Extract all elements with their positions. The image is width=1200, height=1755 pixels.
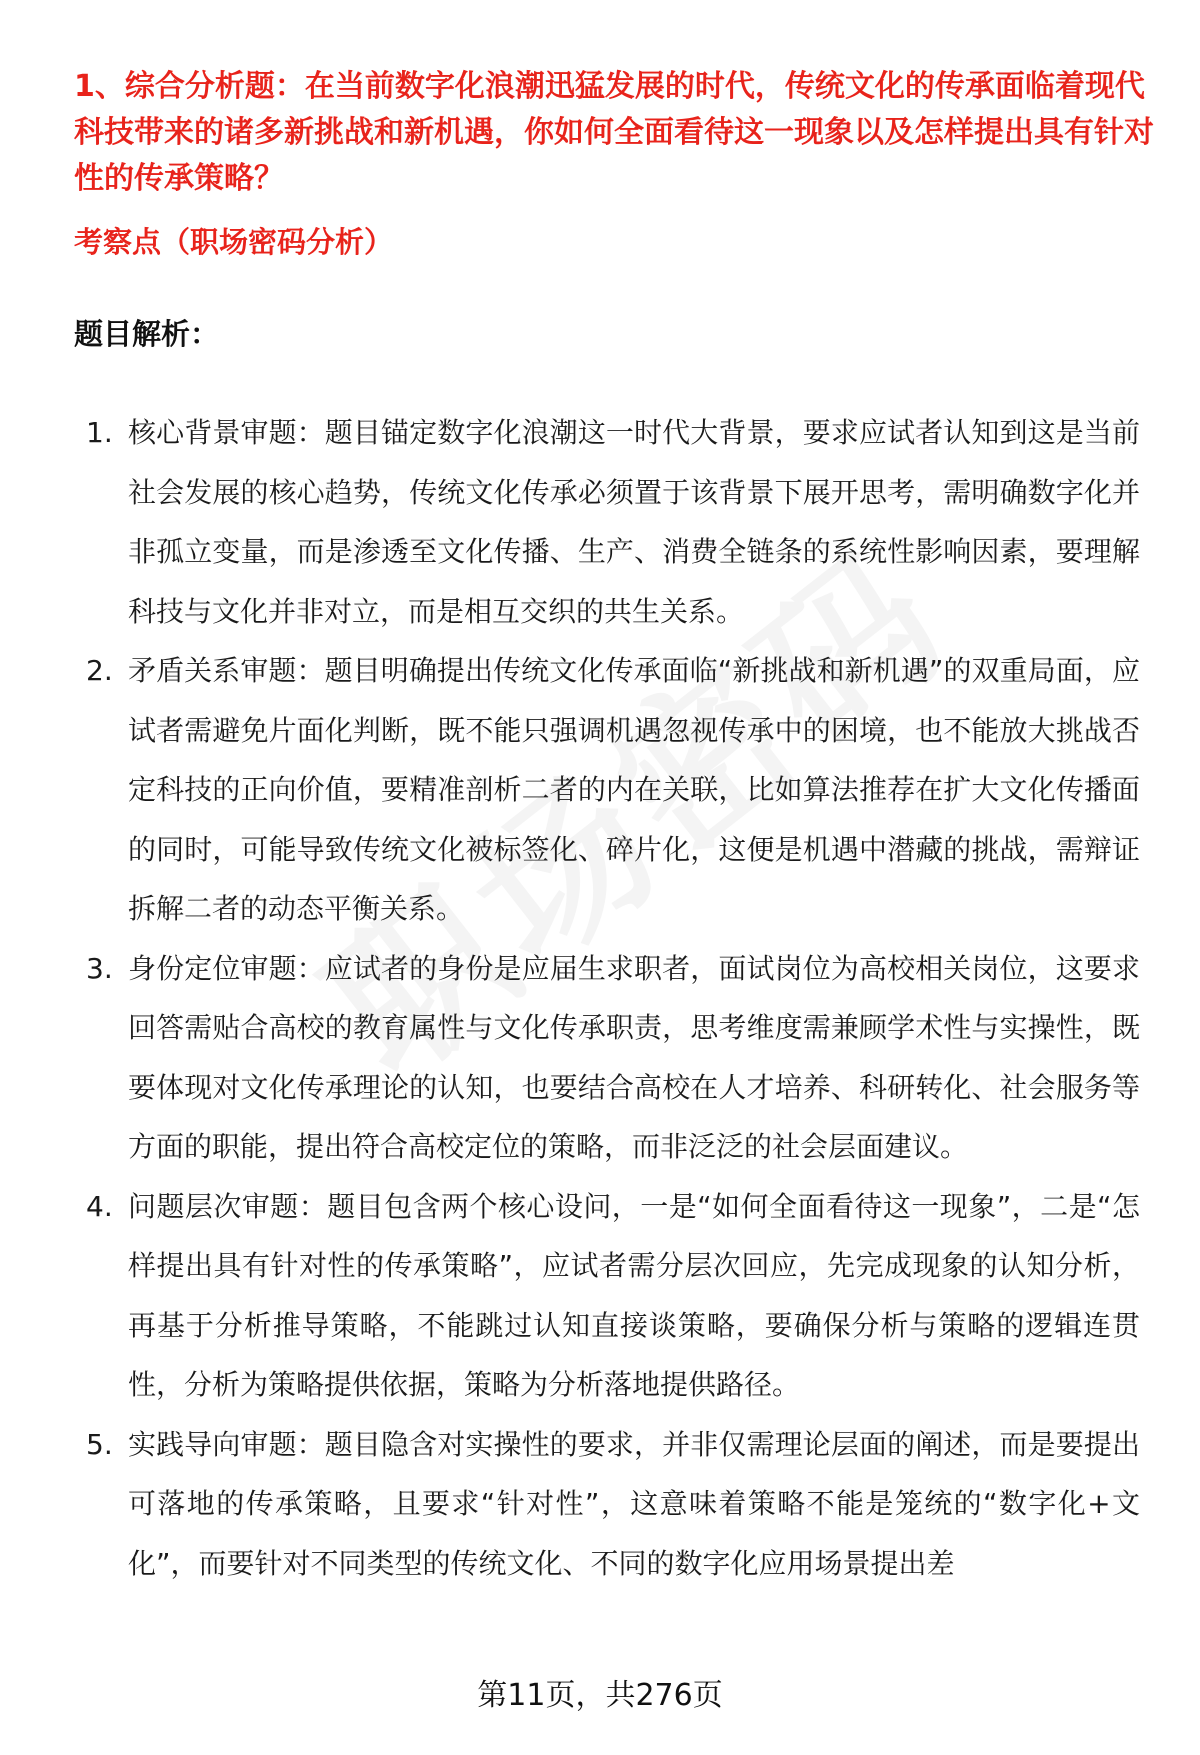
list-item-text: 问题层次审题：题目包含两个核心设问，一是“如何全面看待这一现象”，二是“怎样提出具有针对性的传承策略”，应试者需分层次回应，先完成现象的认知分析，再基于分析推导策略，不能跳过认知直接谈策略，要确保分析与策略的逻辑连贯性，分析为策略提供依据，策略为分析落地提供路径。 xyxy=(128,1189,1140,1401)
list-item xyxy=(0,1177,1140,1415)
question-heading: 1、综合分析题：在当前数字化浪潮迅猛发展的时代，传统文化的传承面临着现代科技带来的诸多新挑战和新机遇，你如何全面看待这一现象以及怎样提出具有针对性的传承策略？ xyxy=(74,69,1154,196)
list-item xyxy=(0,1415,1140,1594)
list-item-text: 核心背景审题：题目锚定数字化浪潮这一时代大背景，要求应试者认知到这是当前社会发展的核心趋势，传统文化传承必须置于该背景下展开思考，需明确数字化并非孤立变量，而是渗透至文化传播、生产、消费全链条的系统性影响因素，要理解科技与文化并非对立，而是相互交织的共生关系。 xyxy=(128,416,1140,628)
list-item-text: 矛盾关系审题：题目明确提出传统文化传承面临“新挑战和新机遇”的双重局面，应试者需避免片面化判断，既不能只强调机遇忽视传承中的困境，也不能放大挑战否定科技的正向价值，要精准剖析二者的内在关联，比如算法推荐在扩大文化传播面的同时，可能导致传统文化被标签化、碎片化，这便是机遇中潜藏的挑战，需辩证拆解二者的动态平衡关系。 xyxy=(128,654,1140,925)
list-item-number: 1. xyxy=(86,416,113,449)
analysis-list xyxy=(0,403,1200,1593)
focus-point-label: 考察点（职场密码分析） xyxy=(74,225,394,259)
list-item-number: 5. xyxy=(86,1427,113,1461)
list-item xyxy=(0,939,1140,1177)
list-item-number: 4. xyxy=(86,1189,113,1223)
list-item xyxy=(0,641,1140,939)
section-title: 题目解析： xyxy=(74,317,220,351)
list-item-number: 2. xyxy=(86,654,113,687)
list-item-text: 身份定位审题：应试者的身份是应届生求职者，面试岗位为高校相关岗位，这要求回答需贴合高校的教育属性与文化传承职责，思考维度需兼顾学术性与实操性，既要体现对文化传承理论的认知，也要结合高校在人才培养、科研转化、社会服务等方面的职能，提出符合高校定位的策略，而非泛泛的社会层面建议。 xyxy=(128,951,1140,1163)
list-item xyxy=(0,403,1140,641)
list-item-number: 3. xyxy=(86,951,113,985)
list-item-text: 实践导向审题：题目隐含对实操性的要求，并非仅需理论层面的阐述，而是要提出可落地的传承策略，且要求“针对性”，这意味着策略不能是笼统的“数字化+文化”，而要针对不同类型的传统文化、不同的数字化应用场景提出差 xyxy=(128,1427,1140,1580)
page-number-footer: 第11页，共276页 xyxy=(477,1678,723,1713)
